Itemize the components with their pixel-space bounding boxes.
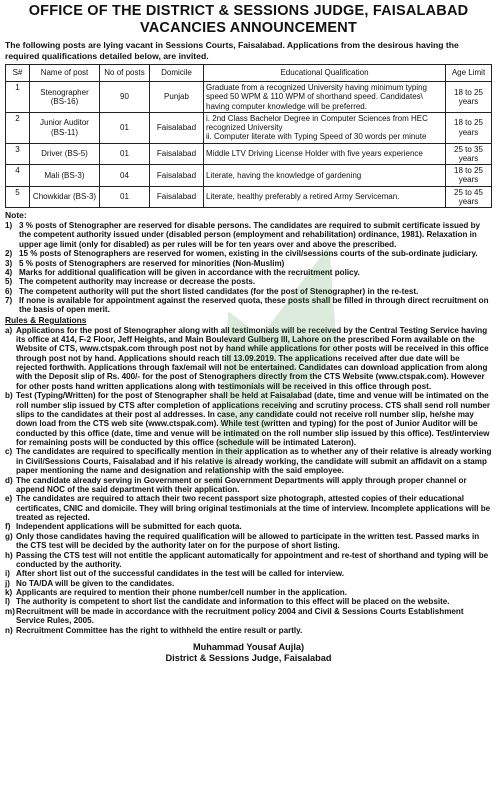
cell-count: 01	[100, 143, 150, 165]
note-text: The competent authority may increase or decrease the posts.	[19, 277, 256, 287]
col-age: Age Limit	[446, 64, 492, 81]
rule-item	[5, 588, 492, 597]
rule-text: The authority is competent to short list the candidate and information to this effect will be placed on the website.	[16, 597, 450, 607]
cell-post: Mali (BS-3)	[30, 165, 100, 187]
rule-item	[5, 476, 492, 495]
rule-text: Recruitment Committee has the right to withheld the entire result or partly.	[16, 625, 303, 635]
announcement-title: VACANCIES ANNOUNCEMENT	[139, 19, 358, 36]
cell-age: 18 to 25 years	[446, 165, 492, 187]
signature-block	[5, 642, 492, 665]
cell-post: Junior Auditor (BS-11)	[30, 112, 100, 143]
table-row	[6, 112, 492, 143]
table-row	[6, 81, 492, 112]
office-title: OFFICE OF THE DISTRICT & SESSIONS JUDGE, FAISALABAD	[28, 3, 469, 19]
note-number: 5)	[5, 277, 13, 287]
cell-sno: 3	[6, 143, 30, 165]
rule-letter: c)	[5, 447, 13, 457]
rule-item	[5, 391, 492, 447]
rule-text: The candidate already serving in Government or semi Government Departments will apply through proper channel or append NOC of the said department with their application.	[16, 475, 467, 494]
table-row	[6, 186, 492, 208]
cell-qualification: Graduate from a recognized University having minimum typing speed 50 WPM & 110 WPM of shorthand speed. Candidates\ having computer knowledge will be preferred.	[204, 81, 446, 112]
cell-domicile: Punjab	[150, 81, 204, 112]
cell-count: 01	[100, 186, 150, 208]
note-text: 15 % posts of Stenographers are reserved for women, existing in the civil/sessions courts of the sub-ordinate judiciary.	[19, 249, 478, 259]
rule-item	[5, 626, 492, 635]
rule-text: Test (Typing/Written) for the post of Stenographer shall be held at Faisalabad (date, time and venue will be intimated on the roll number slip issued by CTS after completion of applications receiving and scrutiny process. CTS shall send roll number slips to the candidates at their post al addresses. In case, any candidate could not receive roll number slip, he/she may down load from the CTS web site (www.ctspak.com). While test (written and typing) for the post of Junior Auditor will be conducted by this office (date, time and venue will be intimated on the roll number slip issued by this office). Test/interview for remaining posts will be conducted by this office (schedule will be intimated Lateron).	[16, 391, 491, 448]
note-item	[5, 268, 492, 277]
rules-heading: Rules & Regulations	[5, 314, 87, 325]
signatory-name: Muhammad Yousaf Aujla)	[192, 641, 305, 652]
cell-sno: 2	[6, 112, 30, 143]
note-item	[5, 277, 492, 286]
note-text: The competent authority will put the short listed candidates (for the post of Stenographer) in the re-test.	[19, 286, 419, 296]
cell-qualification: i. 2nd Class Bachelor Degree in Computer Sciences from HEC recognized University ii. Computer literate with Typing Speed of 30 words per minute	[204, 112, 446, 143]
rule-text: Applicants are required to mention their phone number/cell number in the application.	[16, 588, 347, 598]
cell-post: Stenographer (BS-16)	[30, 81, 100, 112]
rule-letter: e)	[5, 494, 13, 504]
rule-text: Only those candidates having the required qualification will be allowed to participate in the written test. Passed marks in the CTS test will be decided by the authority later on for the purpose of short listing.	[16, 531, 480, 551]
vacancies-table	[5, 64, 492, 208]
note-text: 3 % posts of Stenographer are reserved for disable persons. The candidates are required to submit certificate issued by the competent authority issued under (disabled person (employment and rehabilitation) ordinance, 1981). Relaxation in upper age limit (only for disabled) as per rules will be for ten years over and above the prescribed.	[19, 221, 481, 249]
rule-letter: g)	[5, 531, 13, 541]
rule-text: Applications for the post of Stenographer along with all testimonials will be received by the Central Testing Service having its office at 414, F-2 Floor, Jeff Heights, and Main Boulevard Gulberg III, Lahore on the prescribed Form available on the Website of CTS, www.ctspak.com through post not by hand while applications for other posts will be received in this office through post not by hand. Applications should reach till 13.09.2019. The applications received after due date will be rejected forthwith. Applications through fax/email will not be entertained. Candidates can download application from along with the Deposit slip of Rs. 400/- for the post of Stenographers directly from the CTS Website (www.ctspak.com). However for other posts hand written applications along with testimonials will be received in this office through post.	[16, 325, 489, 391]
rule-text: The candidates are required to attach their two recent passport size photograph, attested copies of their educational certificates, CNIC and domicile. They will bring original testimonials at the time of interview. Incomplete applications will be treated as rejected.	[16, 494, 491, 523]
cell-age: 25 to 35 years	[446, 143, 492, 165]
note-number: 1)	[5, 221, 13, 231]
cell-domicile: Faisalabad	[150, 186, 204, 208]
rule-item	[5, 551, 492, 570]
note-item	[5, 259, 492, 268]
cell-sno: 1	[6, 81, 30, 112]
rule-letter: l)	[5, 597, 10, 607]
signatory-title: District & Sessions Judge, Faisalabad	[165, 653, 332, 664]
rule-letter: f)	[5, 522, 11, 532]
rule-text: Passing the CTS test will not entitle the applicant automatically for appointment and re-test of shorthand and typing will be conducted by the authority.	[16, 550, 489, 569]
rule-item	[5, 326, 492, 392]
rule-item	[5, 447, 492, 475]
rule-text: No TA/DA will be given to the candidates.	[16, 578, 175, 588]
note-heading: Note:	[5, 210, 27, 221]
cell-sno: 5	[6, 186, 30, 208]
rule-letter: h)	[5, 550, 13, 560]
note-item	[5, 296, 492, 315]
cell-count: 01	[100, 112, 150, 143]
col-post: Name of post	[30, 64, 100, 81]
cell-count: 04	[100, 165, 150, 187]
note-text: 5 % posts of Stenographers are reserved for minorities (Non-Muslim)	[19, 258, 285, 268]
rule-text: After short list out of the successful candidates in the test will be called for interview.	[16, 569, 345, 579]
cell-qualification: Literate, having the knowledge of gardening	[204, 165, 446, 187]
cell-domicile: Faisalabad	[150, 143, 204, 165]
table-header-row	[6, 64, 492, 81]
table-row	[6, 165, 492, 187]
rule-letter: i)	[5, 569, 10, 579]
rule-item	[5, 579, 492, 588]
rule-item	[5, 607, 492, 626]
note-text: Marks for additional qualification will be given in accordance with the recruitment policy.	[19, 267, 360, 277]
rule-item	[5, 597, 492, 606]
cell-post: Chowkidar (BS-3)	[30, 186, 100, 208]
note-item	[5, 249, 492, 258]
notes-list	[5, 221, 492, 315]
cell-age: 25 to 45 years	[446, 186, 492, 208]
rule-text: The candidates are required to specifically mention in their application as to whether any of their relative is already working in Civil/Sessions Courts, Faisalabad and if his relative is already working, the candidate will submit an affidavit on a stamp paper mentioning the name and designation and relationship with the said employee.	[16, 447, 492, 476]
note-number: 6)	[5, 286, 13, 296]
col-count: No of posts	[100, 64, 150, 81]
note-item	[5, 221, 492, 249]
rule-letter: m)	[5, 606, 15, 616]
col-domicile: Domicile	[150, 64, 204, 81]
rule-item	[5, 569, 492, 578]
rule-letter: j)	[5, 578, 10, 588]
rules-list	[5, 326, 492, 635]
rule-letter: a)	[5, 325, 13, 335]
cell-post: Driver (BS-5)	[30, 143, 100, 165]
cell-domicile: Faisalabad	[150, 112, 204, 143]
cell-qualification: Middle LTV Driving License Holder with five years experience	[204, 143, 446, 165]
table-row	[6, 143, 492, 165]
rule-item	[5, 522, 492, 531]
intro-text: The following posts are lying vacant in Sessions Courts, Faisalabad. Applications from the desirous having the required qualifications detailed below, are invited.	[5, 40, 459, 61]
col-sno: S#	[6, 64, 30, 81]
cell-age: 18 to 25 years	[446, 112, 492, 143]
cell-sno: 4	[6, 165, 30, 187]
cell-count: 90	[100, 81, 150, 112]
note-text: If none is available for appointment against the reserved quota, these posts shall be filled in through direct recruitment on the basis of open merit.	[19, 296, 489, 315]
rule-letter: k)	[5, 588, 13, 598]
rule-text: Independent applications will be submitted for each quota.	[16, 522, 242, 532]
note-item	[5, 287, 492, 296]
rule-item	[5, 494, 492, 522]
rule-letter: n)	[5, 625, 13, 635]
rule-text: Recruitment will be made in accordance with the recruitment policy 2004 and Civil & Sessions Courts Establishment Service Rules, 2005.	[16, 606, 464, 626]
rule-letter: b)	[5, 391, 13, 401]
col-qualification: Educational Qualification	[204, 64, 446, 81]
note-number: 3)	[5, 258, 13, 268]
advertisement-header	[5, 3, 492, 36]
note-number: 4)	[5, 267, 13, 277]
rule-letter: d)	[5, 475, 13, 485]
cell-age: 18 to 25 years	[446, 81, 492, 112]
cell-qualification: Literate, healthy preferably a retired Army Serviceman.	[204, 186, 446, 208]
note-number: 2)	[5, 249, 13, 259]
note-number: 7)	[5, 296, 13, 306]
cell-domicile: Faisalabad	[150, 165, 204, 187]
rule-item	[5, 532, 492, 551]
